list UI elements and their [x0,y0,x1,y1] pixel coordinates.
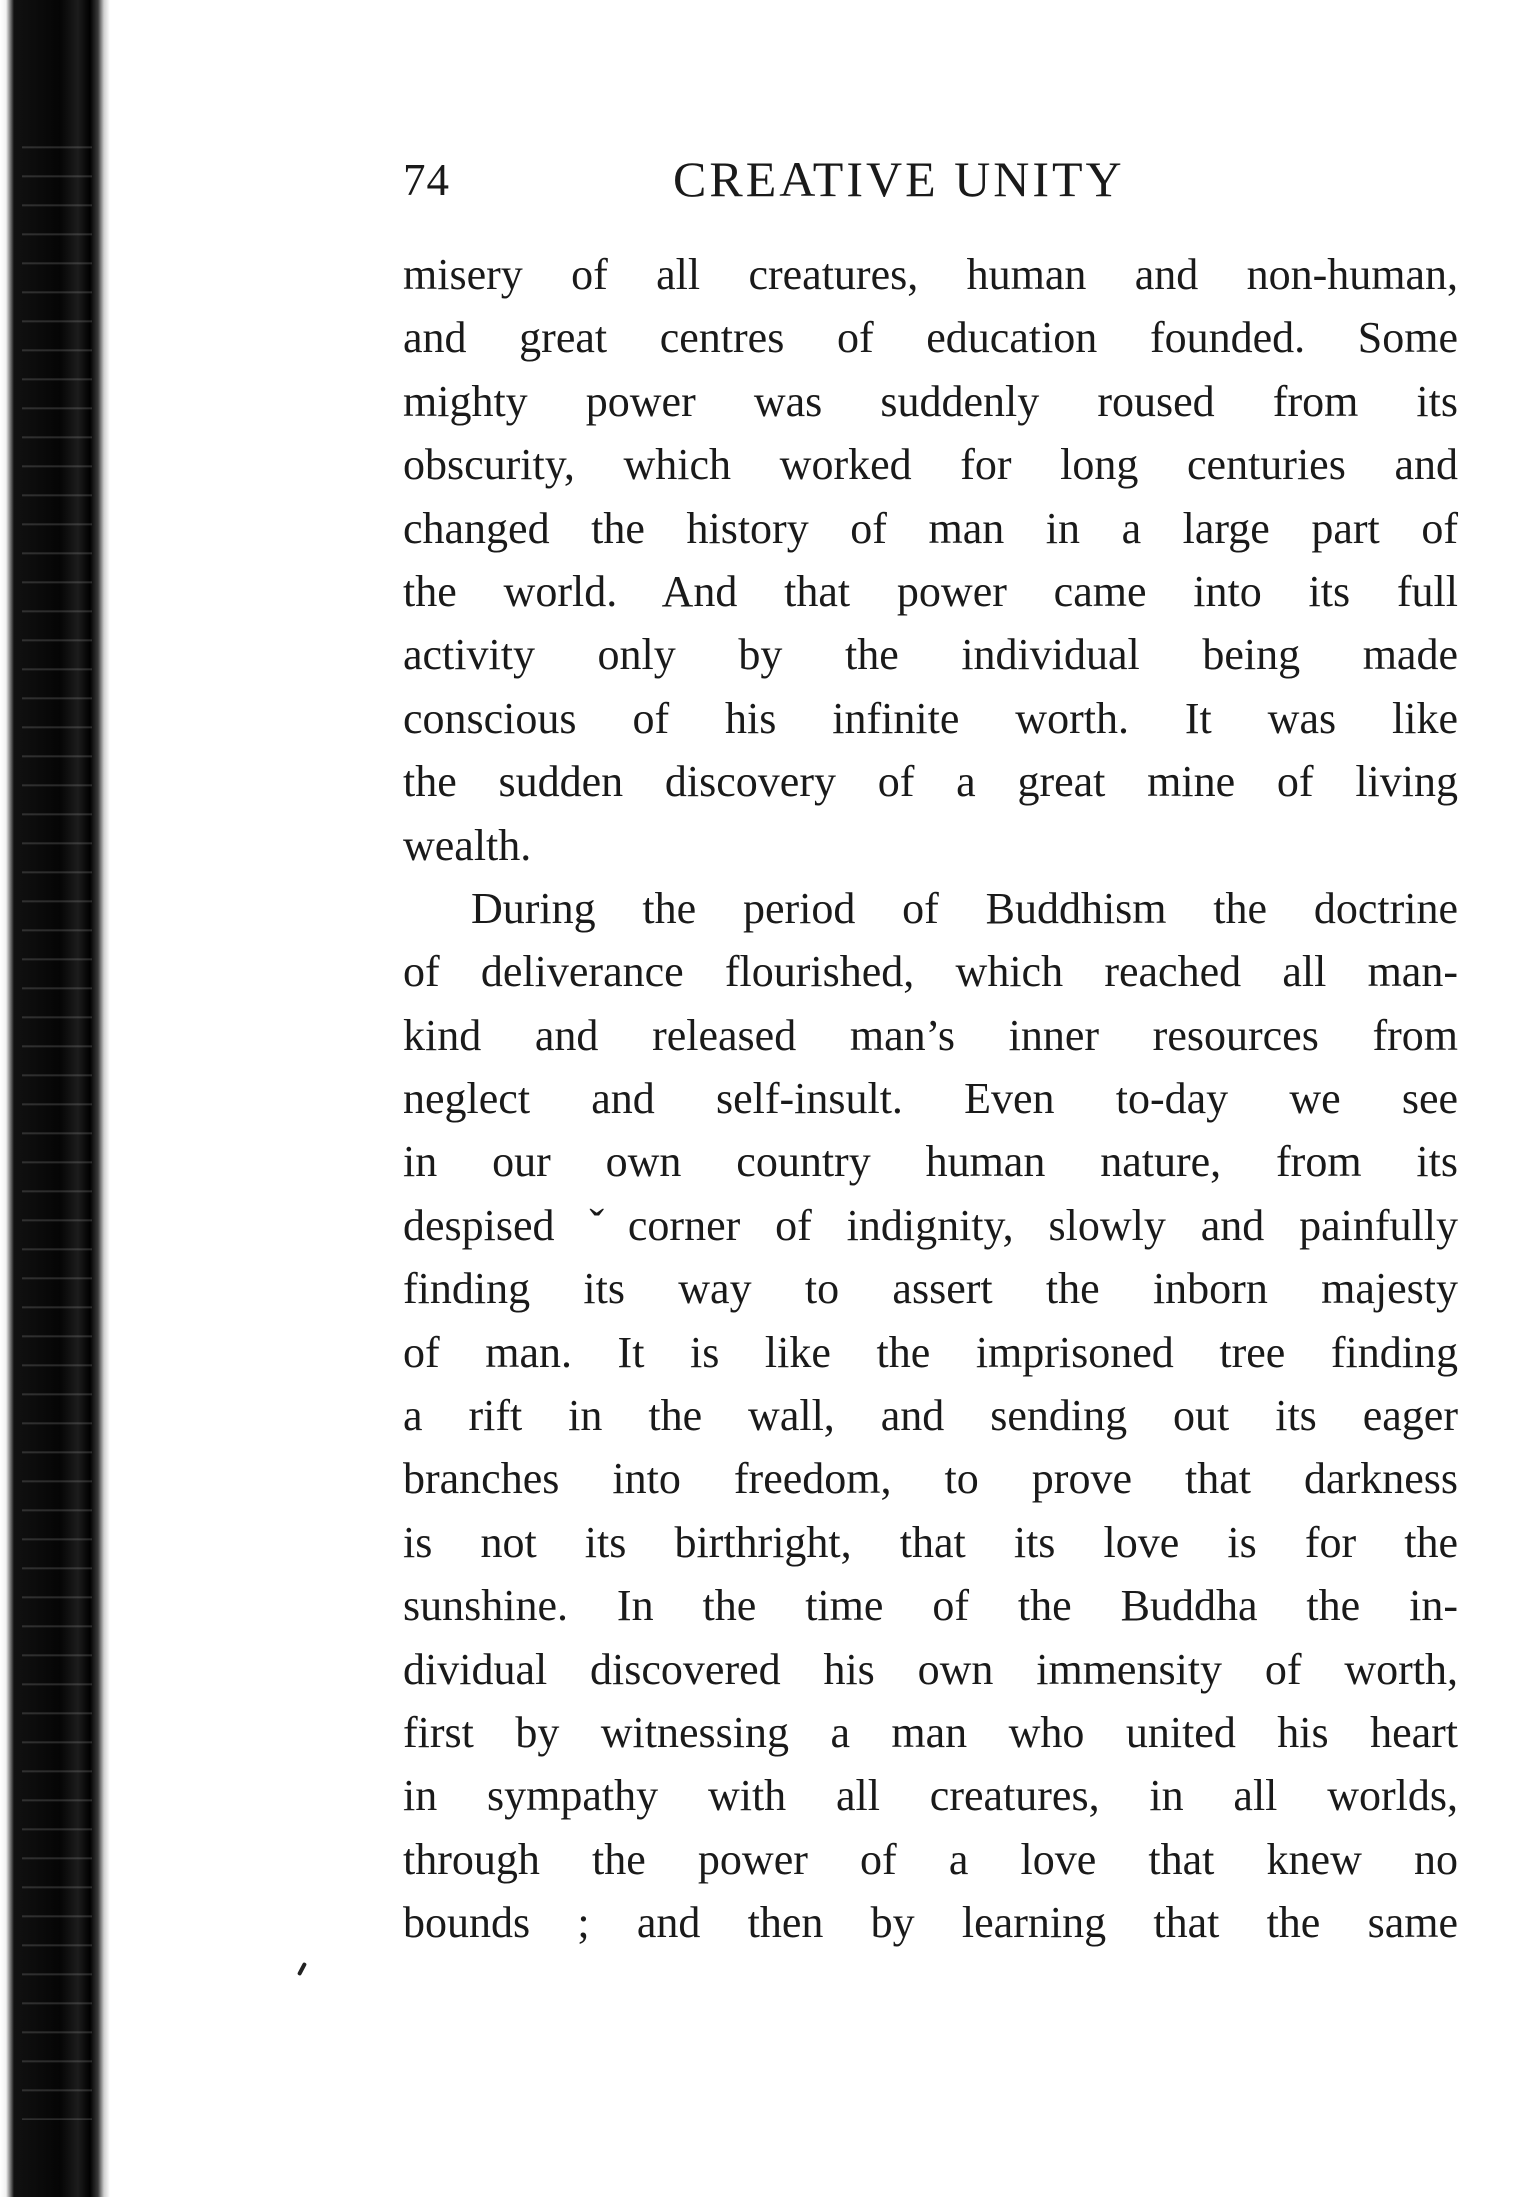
text-line: first by witnessing a man who united his heart [403,1707,1458,1757]
text-line: wealth. [403,820,532,870]
text-line: changed the history of man in a large part of [403,503,1458,553]
text-line: sunshine. In the time of the Buddha the in- [403,1581,1458,1631]
text-line: neglect and self-insult. Even to-day we see [403,1074,1458,1124]
text-line: bounds ; and then by learning that the same [403,1898,1458,1948]
binding-shadow [22,120,92,2120]
text-line: a rift in the wall, and sending out its eager [403,1391,1458,1441]
text-line: in our own country human nature, from its [403,1137,1458,1187]
text-line: misery of all creatures, human and non-human, [403,250,1458,299]
stray-ink-mark [297,1962,307,1976]
text-line: the world. And that power came into its full [403,566,1458,616]
text-line: dividual discovered his own immensity of worth, [403,1644,1458,1694]
text-line: kind and released man’s inner resources from [403,1010,1458,1060]
text-line: of deliverance flourished, which reached all man- [403,947,1458,997]
text-line: conscious of his infinite worth. It was like [403,693,1458,743]
text-line: the sudden discovery of a great mine of living [403,757,1458,807]
text-line: in sympathy with all creatures, in all worlds, [403,1771,1458,1821]
text-line: mighty power was suddenly roused from its [403,376,1458,426]
text-line: During the period of Buddhism the doctrine [471,883,1458,933]
text-line: of man. It is like the imprisoned tree finding [403,1327,1458,1377]
text-body [403,243,1458,1955]
text-line: through the power of a love that knew no [403,1834,1458,1884]
text-line: branches into freedom, to prove that darkness [403,1454,1458,1504]
text-line: despised ˇcorner of indignity, slowly and painfully [403,1200,1458,1250]
text-line: finding its way to assert the inborn majesty [403,1264,1458,1314]
page-number: 74 [403,155,450,205]
text-line: and great centres of education founded. Some [403,313,1458,363]
page-header [403,150,1458,220]
text-line: obscurity, which worked for long centuries and [403,440,1458,490]
text-line: is not its birthright, that its love is for the [403,1517,1458,1567]
paragraph [403,877,1458,1955]
text-line: activity only by the individual being made [403,630,1458,680]
paragraph [403,243,1458,877]
running-title: CREATIVE UNITY [673,151,1125,207]
